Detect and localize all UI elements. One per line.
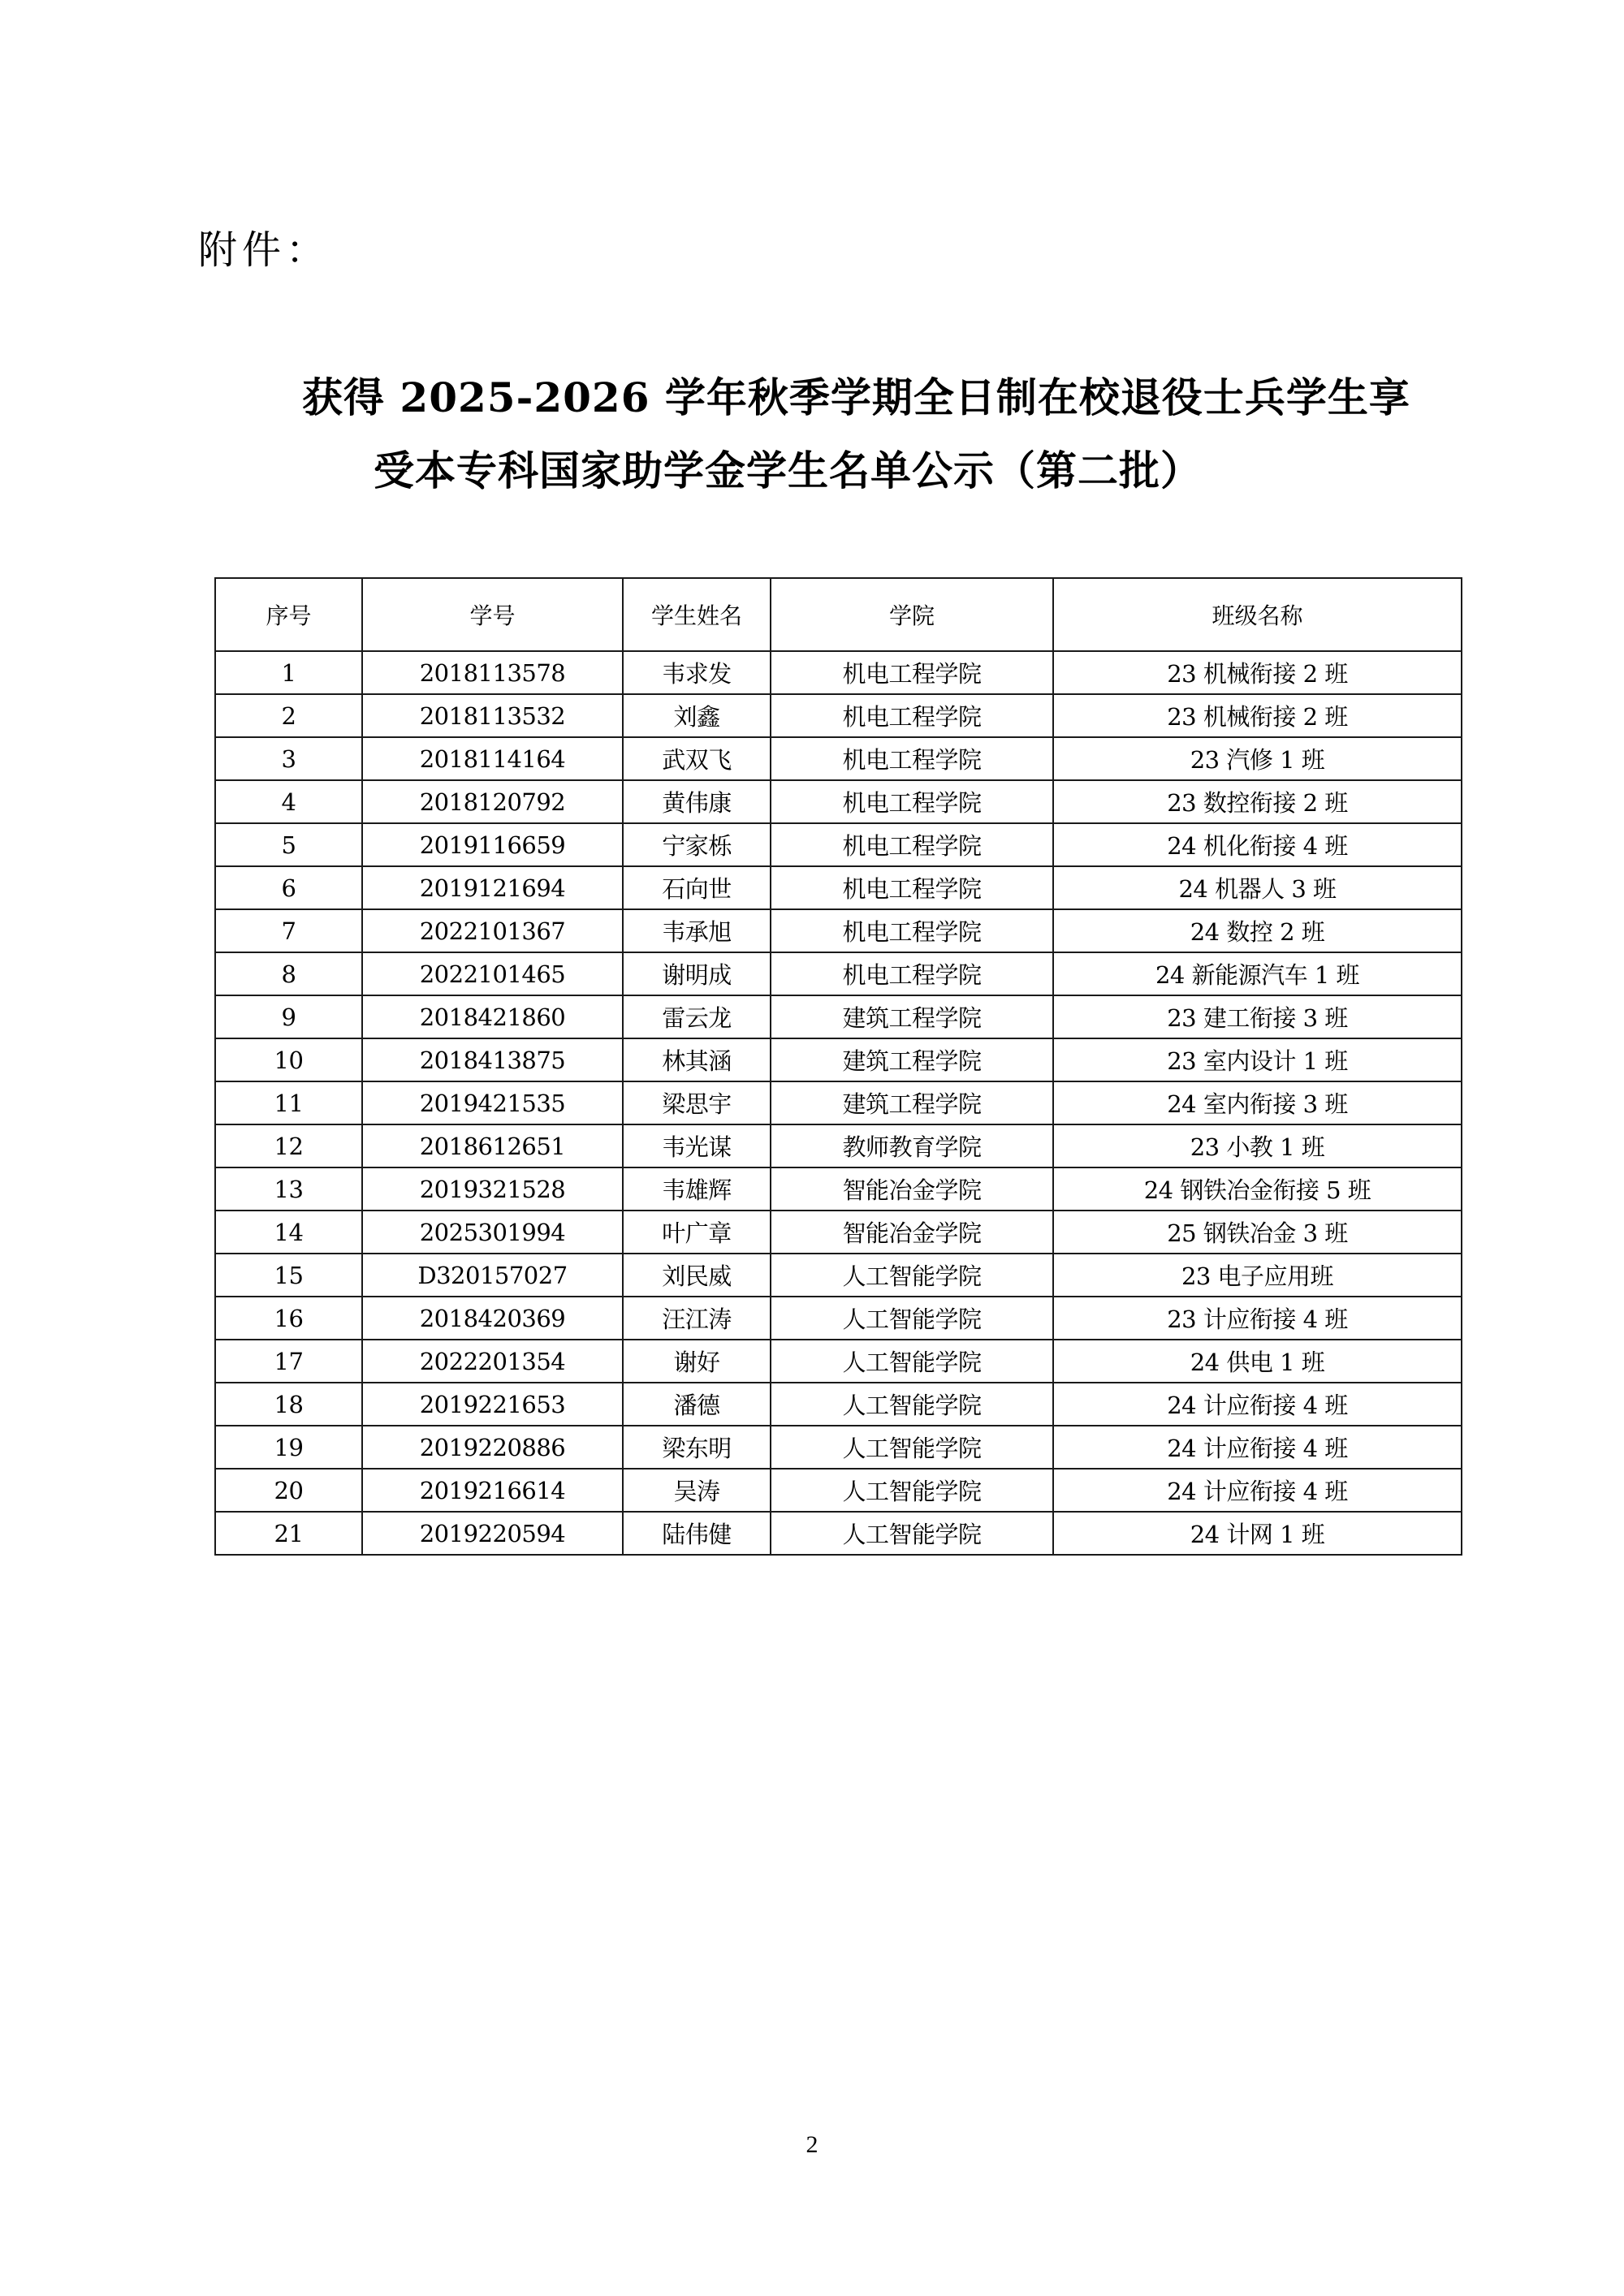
cell-student-name: 梁思宇 xyxy=(623,1081,771,1124)
cell-seq: 17 xyxy=(215,1340,362,1383)
cell-college: 机电工程学院 xyxy=(771,780,1053,823)
cell-student-name: 汪江涛 xyxy=(623,1297,771,1340)
cell-college: 机电工程学院 xyxy=(771,823,1053,866)
cell-class-name: 24 数控 2 班 xyxy=(1053,909,1462,952)
cell-college: 智能冶金学院 xyxy=(771,1211,1053,1254)
attachment-label: 附件： xyxy=(198,227,330,273)
table-row xyxy=(215,1211,1462,1254)
cell-class-name: 24 钢铁冶金衔接 5 班 xyxy=(1053,1167,1462,1211)
cell-student-name: 谢明成 xyxy=(623,952,771,995)
cell-student-name: 潘德 xyxy=(623,1383,771,1426)
cell-class-name: 25 钢铁冶金 3 班 xyxy=(1053,1211,1462,1254)
cell-class-name: 24 机化衔接 4 班 xyxy=(1053,823,1462,866)
cell-student-id: 2018113532 xyxy=(362,694,623,737)
table-header xyxy=(215,578,1462,651)
cell-class-name: 24 室内衔接 3 班 xyxy=(1053,1081,1462,1124)
cell-student-name: 韦承旭 xyxy=(623,909,771,952)
header-seq: 序号 xyxy=(215,578,362,651)
cell-class-name: 24 计应衔接 4 班 xyxy=(1053,1469,1462,1512)
cell-class-name: 23 电子应用班 xyxy=(1053,1254,1462,1297)
cell-student-id: 2018413875 xyxy=(362,1038,623,1081)
document-title-line-1: 获得 2025-2026 学年秋季学期全日制在校退役士兵学生享 xyxy=(302,373,1410,421)
table-row xyxy=(215,823,1462,866)
cell-college: 人工智能学院 xyxy=(771,1383,1053,1426)
cell-seq: 8 xyxy=(215,952,362,995)
cell-student-id: 2019216614 xyxy=(362,1469,623,1512)
cell-seq: 21 xyxy=(215,1512,362,1555)
cell-student-id: 2018120792 xyxy=(362,780,623,823)
cell-seq: 11 xyxy=(215,1081,362,1124)
table-row xyxy=(215,1383,1462,1426)
cell-seq: 7 xyxy=(215,909,362,952)
table-row xyxy=(215,780,1462,823)
cell-student-name: 韦雄辉 xyxy=(623,1167,771,1211)
table-row xyxy=(215,694,1462,737)
cell-class-name: 24 计应衔接 4 班 xyxy=(1053,1426,1462,1469)
cell-college: 人工智能学院 xyxy=(771,1512,1053,1555)
cell-college: 人工智能学院 xyxy=(771,1426,1053,1469)
cell-seq: 6 xyxy=(215,866,362,909)
cell-seq: 12 xyxy=(215,1124,362,1167)
document-title-line-2: 受本专科国家助学金学生名单公示（第二批） xyxy=(374,447,1202,494)
cell-college: 人工智能学院 xyxy=(771,1469,1053,1512)
cell-class-name: 23 机械衔接 2 班 xyxy=(1053,694,1462,737)
table-row xyxy=(215,1297,1462,1340)
table-row xyxy=(215,995,1462,1038)
cell-college: 机电工程学院 xyxy=(771,694,1053,737)
table-row xyxy=(215,952,1462,995)
cell-student-id: 2019220886 xyxy=(362,1426,623,1469)
cell-student-name: 黄伟康 xyxy=(623,780,771,823)
cell-seq: 18 xyxy=(215,1383,362,1426)
cell-student-id: 2019221653 xyxy=(362,1383,623,1426)
cell-class-name: 24 机器人 3 班 xyxy=(1053,866,1462,909)
cell-college: 机电工程学院 xyxy=(771,866,1053,909)
table-row xyxy=(215,1254,1462,1297)
cell-student-name: 林其涵 xyxy=(623,1038,771,1081)
table-row xyxy=(215,1167,1462,1211)
cell-student-name: 叶广章 xyxy=(623,1211,771,1254)
cell-student-id: 2019116659 xyxy=(362,823,623,866)
cell-student-id: 2022101465 xyxy=(362,952,623,995)
cell-student-name: 韦求发 xyxy=(623,651,771,694)
cell-student-name: 刘民威 xyxy=(623,1254,771,1297)
table-row xyxy=(215,737,1462,780)
cell-college: 机电工程学院 xyxy=(771,909,1053,952)
cell-student-name: 雷云龙 xyxy=(623,995,771,1038)
cell-student-id: 2019321528 xyxy=(362,1167,623,1211)
cell-seq: 3 xyxy=(215,737,362,780)
table-row xyxy=(215,866,1462,909)
header-student-name: 学生姓名 xyxy=(623,578,771,651)
cell-seq: 5 xyxy=(215,823,362,866)
cell-student-name: 梁东明 xyxy=(623,1426,771,1469)
table-row xyxy=(215,1124,1462,1167)
cell-college: 机电工程学院 xyxy=(771,737,1053,780)
table-row xyxy=(215,1426,1462,1469)
cell-student-name: 韦光谋 xyxy=(623,1124,771,1167)
cell-college: 建筑工程学院 xyxy=(771,1038,1053,1081)
cell-student-id: 2018114164 xyxy=(362,737,623,780)
cell-student-id: 2018612651 xyxy=(362,1124,623,1167)
table-row xyxy=(215,1512,1462,1555)
table-row xyxy=(215,651,1462,694)
cell-student-name: 谢好 xyxy=(623,1340,771,1383)
cell-seq: 20 xyxy=(215,1469,362,1512)
table-body xyxy=(215,651,1462,1555)
header-class-name: 班级名称 xyxy=(1053,578,1462,651)
page-number: 2 xyxy=(806,2131,818,2158)
cell-seq: 4 xyxy=(215,780,362,823)
cell-student-id: 2018420369 xyxy=(362,1297,623,1340)
cell-student-name: 宁家栎 xyxy=(623,823,771,866)
table-row xyxy=(215,1340,1462,1383)
student-roster-table xyxy=(214,577,1462,1556)
cell-student-id: 2022201354 xyxy=(362,1340,623,1383)
cell-student-id: 2022101367 xyxy=(362,909,623,952)
cell-seq: 10 xyxy=(215,1038,362,1081)
table-row xyxy=(215,909,1462,952)
cell-college: 机电工程学院 xyxy=(771,651,1053,694)
cell-student-id: 2019121694 xyxy=(362,866,623,909)
cell-class-name: 23 建工衔接 3 班 xyxy=(1053,995,1462,1038)
cell-college: 机电工程学院 xyxy=(771,952,1053,995)
table-row xyxy=(215,1081,1462,1124)
cell-college: 人工智能学院 xyxy=(771,1297,1053,1340)
cell-student-id: 2018421860 xyxy=(362,995,623,1038)
cell-class-name: 23 计应衔接 4 班 xyxy=(1053,1297,1462,1340)
cell-college: 建筑工程学院 xyxy=(771,995,1053,1038)
header-college: 学院 xyxy=(771,578,1053,651)
cell-class-name: 24 计应衔接 4 班 xyxy=(1053,1383,1462,1426)
cell-seq: 9 xyxy=(215,995,362,1038)
cell-college: 智能冶金学院 xyxy=(771,1167,1053,1211)
cell-student-id: 2019421535 xyxy=(362,1081,623,1124)
cell-student-id: 2025301994 xyxy=(362,1211,623,1254)
cell-class-name: 24 计网 1 班 xyxy=(1053,1512,1462,1555)
cell-class-name: 23 数控衔接 2 班 xyxy=(1053,780,1462,823)
cell-seq: 15 xyxy=(215,1254,362,1297)
cell-college: 教师教育学院 xyxy=(771,1124,1053,1167)
cell-seq: 16 xyxy=(215,1297,362,1340)
cell-class-name: 23 机械衔接 2 班 xyxy=(1053,651,1462,694)
cell-student-name: 石向世 xyxy=(623,866,771,909)
cell-class-name: 23 小教 1 班 xyxy=(1053,1124,1462,1167)
cell-college: 人工智能学院 xyxy=(771,1340,1053,1383)
cell-class-name: 23 汽修 1 班 xyxy=(1053,737,1462,780)
cell-class-name: 24 供电 1 班 xyxy=(1053,1340,1462,1383)
cell-college: 建筑工程学院 xyxy=(771,1081,1053,1124)
table-row xyxy=(215,1038,1462,1081)
cell-college: 人工智能学院 xyxy=(771,1254,1053,1297)
header-student-id: 学号 xyxy=(362,578,623,651)
cell-class-name: 23 室内设计 1 班 xyxy=(1053,1038,1462,1081)
cell-seq: 2 xyxy=(215,694,362,737)
cell-class-name: 24 新能源汽车 1 班 xyxy=(1053,952,1462,995)
cell-seq: 19 xyxy=(215,1426,362,1469)
cell-student-name: 陆伟健 xyxy=(623,1512,771,1555)
cell-student-name: 吴涛 xyxy=(623,1469,771,1512)
table-row xyxy=(215,1469,1462,1512)
cell-seq: 1 xyxy=(215,651,362,694)
header-row xyxy=(215,578,1462,651)
cell-seq: 13 xyxy=(215,1167,362,1211)
cell-student-id: 2019220594 xyxy=(362,1512,623,1555)
cell-student-name: 刘鑫 xyxy=(623,694,771,737)
cell-student-name: 武双飞 xyxy=(623,737,771,780)
cell-seq: 14 xyxy=(215,1211,362,1254)
cell-student-id: 2018113578 xyxy=(362,651,623,694)
cell-student-id: D320157027 xyxy=(362,1254,623,1297)
